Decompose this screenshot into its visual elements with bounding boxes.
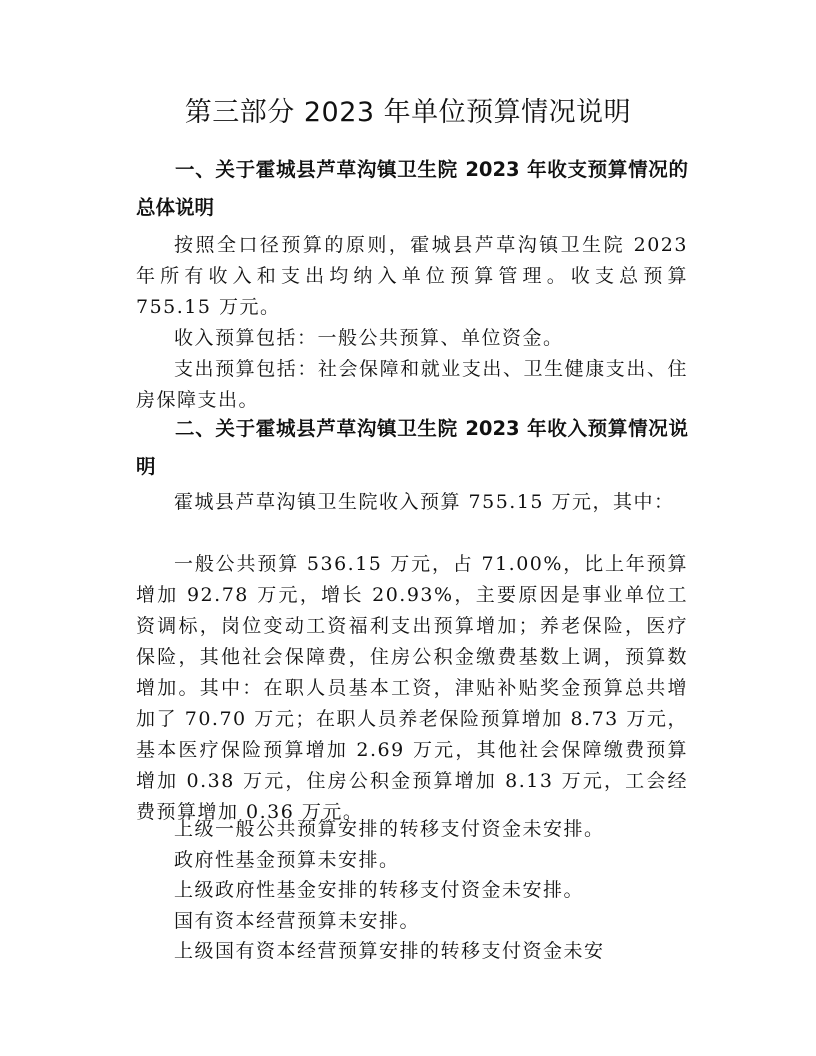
- section-2-paragraph-4: 政府性基金预算未安排。: [174, 849, 400, 871]
- section-2-paragraph-2: 一般公共预算 536.15 万元，占 71.00%，比上年预算增加 92.78 万元，增长 20.93%，主要原因是事业单位工资调标，岗位变动工资福利支出预算增加；养老保险，医疗保险，其他社会保障费，住房公积金缴费基数上调，预算数增加。其中：在职人员基本工资，津贴补贴奖金预算总共增加了 70.70 万元；在职人员养老保险预算增加 8.73 万元，基本医疗保险预算增加 2.69 万元，其他社会保障缴费预算增加 0.38 万元，住房公积金预算增加 8.13 万元，工会经费预算增加 0.36 万元。: [136, 553, 688, 823]
- page-title: 第三部分 2023 年单位预算情况说明: [184, 97, 632, 128]
- section-2-paragraph-1: 霍城县芦草沟镇卫生院收入预算 755.15 万元，其中：: [174, 491, 675, 513]
- section-2-paragraph-5: 上级政府性基金安排的转移支付资金未安排。: [174, 879, 585, 901]
- section-1-paragraph-3: 支出预算包括：社会保障和就业支出、卫生健康支出、住房保障支出。: [136, 358, 688, 411]
- section-1-paragraph-1: 按照全口径预算的原则，霍城县芦草沟镇卫生院 2023 年所有收入和支出均纳入单位预算管理。收支总预算 755.15 万元。: [136, 234, 688, 318]
- section-1-paragraph-2: 收入预算包括：一般公共预算、单位资金。: [174, 327, 564, 349]
- section-1-heading: 一、关于霍城县芦草沟镇卫生院 2023 年收支预算情况的总体说明: [136, 158, 688, 219]
- section-2-paragraph-3: 上级一般公共预算安排的转移支付资金未安排。: [174, 818, 605, 840]
- section-2-paragraph-7: 上级国有资本经营预算安排的转移支付资金未安: [174, 940, 605, 962]
- section-2-heading: 二、关于霍城县芦草沟镇卫生院 2023 年收入预算情况说明: [136, 417, 688, 478]
- section-2-paragraph-6: 国有资本经营预算未安排。: [174, 910, 421, 932]
